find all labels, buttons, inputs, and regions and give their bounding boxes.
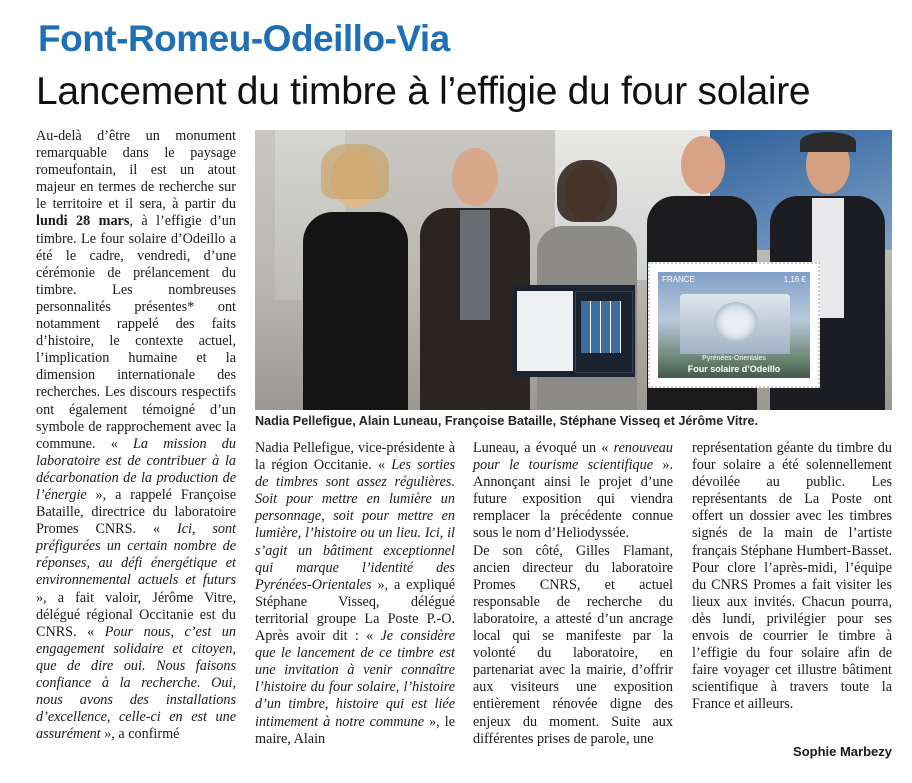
stamp-value: 1,16 €: [783, 275, 806, 284]
person-nadia-pellefigue: [303, 150, 408, 410]
article-column-2: Nadia Pellefigue, vice-présidente à la région Occitanie. « Les sorties de timbres sont assez régulières. Soit pour mettre en lumière un personnage, soit pour mettre en lumière, l’histoire ou un lieu. Ici, il s’agit un bâtiment exceptionnel qui marque l’identité des Pyrénées-Orientales », a expliqué Stéphane Visseq, délégué territorial groupe La Poste P.-O. Après avoir dit : « Je considère que le lancement de ce timbre est une invitation à venir connaître l’histoire du four solaire, l’histoire d’un timbre, histoire qui est liée intimement à notre commune », le maire, Alain: [255, 440, 456, 747]
stamp-title: Four solaire d’Odeillo: [687, 364, 781, 374]
article-author: Sophie Marbezy: [793, 744, 892, 759]
photo-caption: Nadia Pellefigue, Alain Luneau, Françoise Bataille, Stéphane Visseq et Jérôme Vitre.: [255, 414, 758, 428]
stamp-region: Pyrénées-Orientales: [702, 355, 766, 362]
article-column-1: Au-delà d’être un monument remarquable dans le paysage romeufontain, il est un atout majeur en termes de recherche sur le territoire et il sera, à partir du lundi 28 mars, à l’effigie d’un timbre. Le four solaire d’Odeillo a été le cadre, vendredi, d’une cérémonie de prélancement du timbre. Les nombreuses personnalités présentes* ont notamment rappelé des faits d’histoire, le contexte actuel, l’implication humaine et la dimension internationale des recherches. Les discours respectifs ont également témoigné d’un symbole de rapprochement avec la commune. « La mission du laboratoire est de contribuer à la décarbonation de la production de l’énergie », a rappelé Françoise Bataille, directrice du laboratoire Promes CNRS. « Ici, sont préfigurées un certain nombre de réponses, au défi énergétique et environnemental actuels et futurs », a fait valoir, Jérôme Vitre, délégué régional Occitanie est du CNRS. « Pour nous, c’est un engagement solidaire et citoyen, que de dire oui. Nous faisons confiance à la recherche. Oui, nous avons des installations d’excellence, celle-ci en est une assurément », a confirmé: [36, 128, 236, 743]
stamp-country: FRANCE: [662, 275, 695, 284]
article-column-4: représentation géante du timbre du four solaire a été solennellement dévoilée au public. Les représentants de La Poste ont offert un dossier avec les timbres signés de la main de l’artiste français Stéphane Humbert-Basset. Pour clore l’après-midi, l’équipe du CNRS Promes a fait visiter les lieux aux invités. Chacun pourra, dès lundi, privilégier pour ses envois de courrier le timbre à l’effigie du four solaire afin de faire voyager cet illustre bâtiment scientifique à travers toute la France et ailleurs.: [692, 440, 892, 713]
article-headline: Lancement du timbre à l’effigie du four solaire: [36, 70, 811, 113]
article-kicker: Font-Romeu-Odeillo-Via: [38, 18, 450, 59]
stamp-sheet: [581, 301, 621, 353]
stamp-folder: [513, 285, 635, 377]
article-column-3: Luneau, a évoqué un « renouveau pour le tourisme scientifique ». Annonçant ainsi le projet d’une future exposition qui viendra remplacer la précédente connue sous le nom d’Heliodyssée. De son côté, Gilles Flamant, ancien directeur du laboratoire Promes CNRS, et actuel responsable de recherche du laboratoire, a attesté d’un ancrage local qui se manifeste par la volonté du laboratoire, en partenariat avec la mairie, d’offrir aux visiteurs une exposition entièrement rénovée digne des enjeux du moment. Suite aux différentes prises de parole, une: [473, 440, 673, 747]
giant-stamp: [648, 262, 820, 388]
